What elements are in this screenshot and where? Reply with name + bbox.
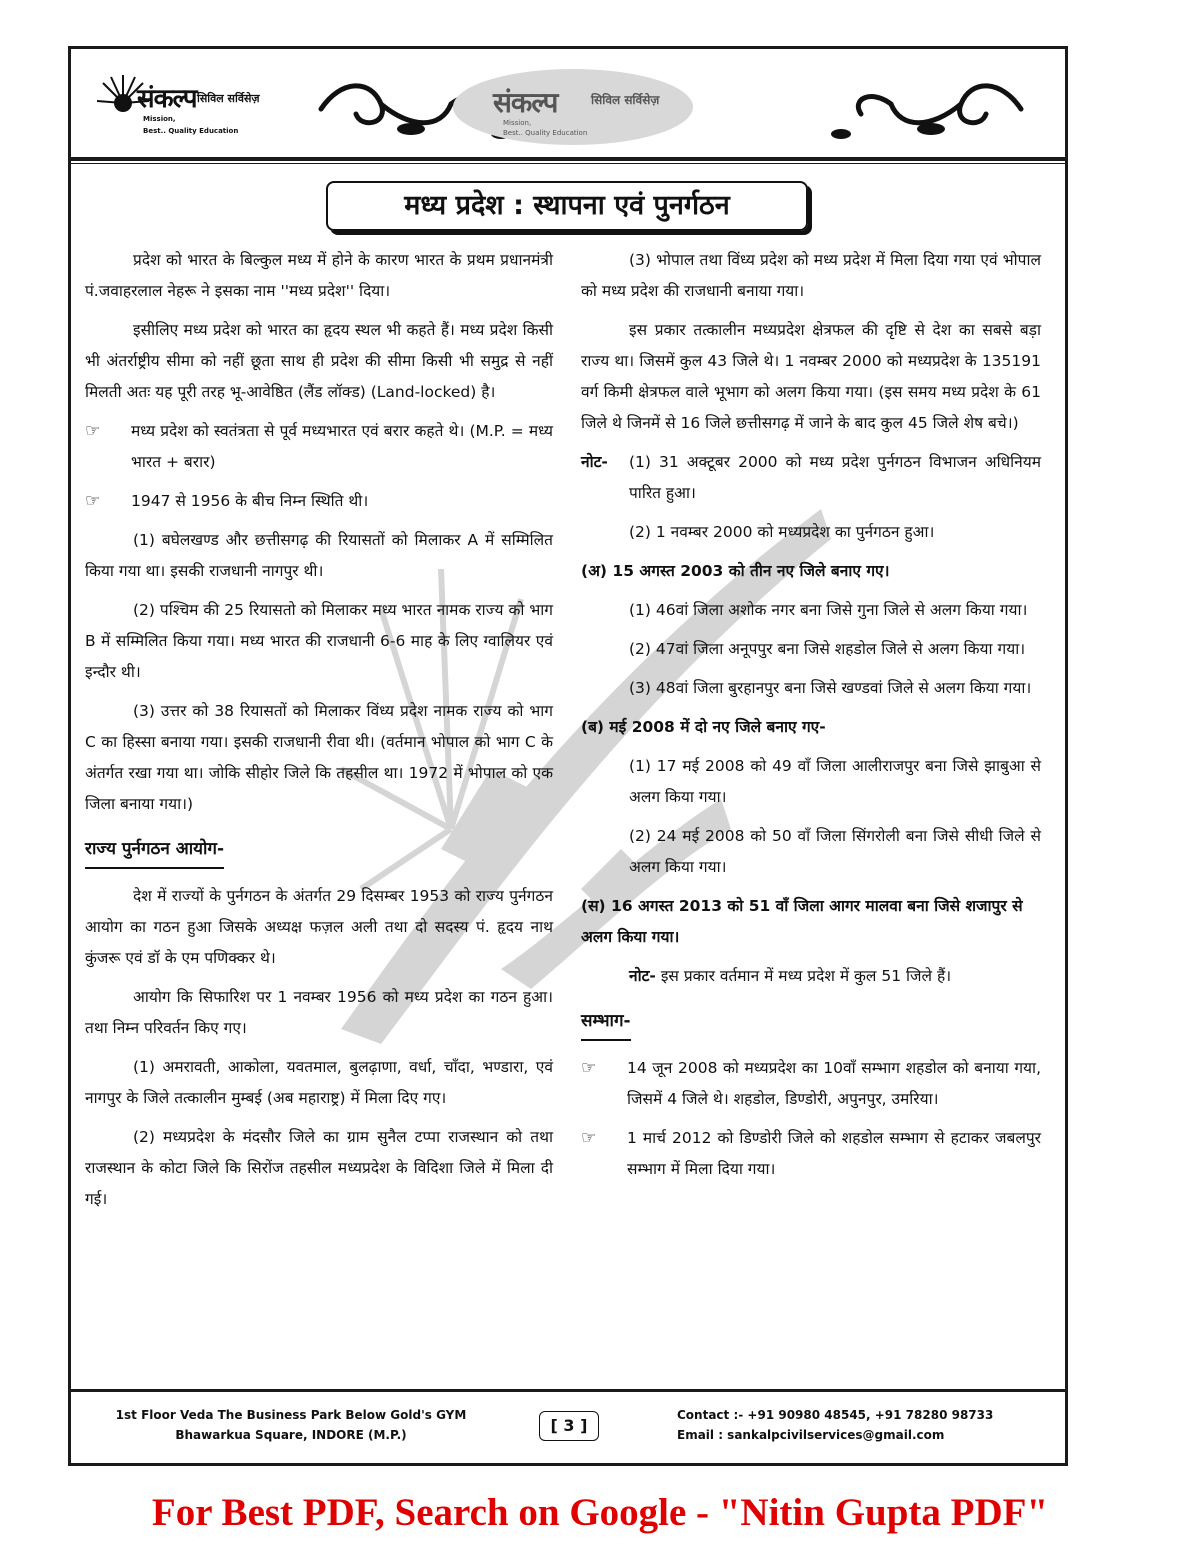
section-heading-divisions: सम्भाग- bbox=[581, 1006, 631, 1041]
section-b-heading: (ब) मई 2008 में दो नए जिले बनाए गए- bbox=[581, 718, 826, 736]
note-2 bbox=[581, 961, 1041, 992]
header-logo-center bbox=[453, 69, 693, 149]
footer-contact bbox=[677, 1405, 1057, 1445]
left-para-4: (2) पश्चिम की 25 रियासतो को मिलाकर मध्य भारत नामक राज्य को भाग B में सम्मिलित किया गया। मध्य भारत की राजधानी 6-6 माह के लिए ग्वालियर एवं इन्दौर थी। bbox=[85, 601, 553, 681]
pointing-hand-icon: ☞ bbox=[581, 1128, 597, 1148]
note-1-text: (1) 31 अक्टूबर 2000 को मध्य प्रदेश पुर्नगठन विभाजन अधिनियम पारित हुआ। bbox=[629, 453, 1041, 502]
left-para-2: इसीलिए मध्य प्रदेश को भारत का हृदय स्थल भी कहते हैं। मध्य प्रदेश किसी भी अंतर्राष्ट्रीय सीमा को नहीं छूता साथ ही प्रदेश की सीमा किसी भी समुद्र से नहीं मिलती अतः यह पूरी तरह भू-आवेष्ठित (लैंड लॉक्ड) (Land-locked) है। bbox=[85, 321, 553, 401]
section-b-item-2: (2) 24 मई 2008 को 50 वाँ जिला सिंगरोली बना जिसे सीधी जिले से अलग किया गया। bbox=[629, 827, 1041, 876]
left-para-5: (3) उत्तर को 38 रियासतों को मिलाकर विंध्य प्रदेश नामक राज्य को भाग C का हिस्सा बनाया गया। इसकी राजधानी रीवा थी। (वर्तमान भोपाल को भाग C के अंतर्गत रखा गया था। जोकि सीहोर जिले कि तहसील था। 1972 में भोपाल को एक जिला बनाया गया।) bbox=[85, 702, 553, 813]
page-number: [ 3 ] bbox=[539, 1411, 599, 1441]
header-rule bbox=[71, 157, 1065, 161]
section-heading-reorganisation: राज्य पुर्नगठन आयोग- bbox=[85, 834, 224, 869]
section-a-item-2: (2) 47वां जिला अनूपपुर बना जिसे शहडोल जिले से अलग किया गया। bbox=[629, 640, 1026, 658]
right-column bbox=[581, 245, 1041, 1193]
left-para-1: प्रदेश को भारत के बिल्कुल मध्य में होने के कारण भारत के प्रथम प्रधानमंत्री पं.जवाहरलाल नेहरू ने इसका नाम ''मध्य प्रदेश'' दिया। bbox=[85, 251, 553, 300]
note-1-label: नोट- bbox=[581, 453, 608, 471]
center-brand-sub: सिविल सर्विसेज़ bbox=[591, 93, 660, 107]
page-frame bbox=[68, 46, 1068, 1466]
section-a-item-3: (3) 48वां जिला बुरहानपुर बना जिसे खण्डवां जिले से अलग किया गया। bbox=[629, 679, 1032, 697]
right-bullet-1 bbox=[581, 1053, 1041, 1115]
right-bullet-2 bbox=[581, 1123, 1041, 1185]
left-para-8: (1) अमरावती, आकोला, यवतमाल, बुलढ़ाणा, वर्धा, चाँदा, भण्डारा, एवं नागपुर के जिले तत्कालीन मुम्बई (अब महाराष्ट्र) में मिला दिए गए। bbox=[85, 1058, 553, 1107]
right-bullet-1-text: 14 जून 2008 को मध्यप्रदेश का 10वाँ सम्भाग शहडोल को बनाया गया, जिसमें 4 जिले थे। शहडोल, डिण्डोरी, अपुनपुर, उमरिया। bbox=[627, 1059, 1041, 1108]
section-b-item-1: (1) 17 मई 2008 को 49 वाँ जिला आलीराजपुर बना जिसे झाबुआ से अलग किया गया। bbox=[629, 757, 1041, 806]
header-tagline-1: Mission, bbox=[143, 115, 176, 123]
footer-contact-email: Email : sankalpcivilservices@gmail.com bbox=[677, 1428, 945, 1442]
left-bullet-2 bbox=[85, 486, 553, 517]
footer-address-line-2: Bhawarkua Square, INDORE (M.P.) bbox=[175, 1428, 407, 1442]
note-2-label: नोट- bbox=[629, 967, 656, 985]
left-para-7: आयोग कि सिफारिश पर 1 नवम्बर 1956 को मध्य प्रदेश का गठन हुआ। तथा निम्न परिवर्तन किए गए। bbox=[85, 988, 553, 1037]
center-tagline-2: Best.. Quality Education bbox=[503, 129, 588, 137]
header-brand: संकल्प bbox=[137, 84, 197, 114]
note-1-sub: (2) 1 नवम्बर 2000 को मध्यप्रदेश का पुर्नगठन हुआ। bbox=[629, 523, 935, 541]
right-para-2: इस प्रकार तत्कालीन मध्यप्रदेश क्षेत्रफल की दृष्टि से देश का सबसे बड़ा राज्य था। जिसमें कुल 43 जिले थे। 1 नवम्बर 2000 को मध्यप्रदेश के 135191 वर्ग किमी क्षेत्रफल वाले भूभाग को अलग किया गया। (इस समय मध्य प्रदेश के 61 जिले थे जिनमें से 16 जिले छत्तीसगढ़ में जाने के बाद कुल 45 जिले शेष बचे।) bbox=[581, 321, 1041, 432]
header-tagline-2: Best.. Quality Education bbox=[143, 127, 239, 135]
pointing-hand-icon: ☞ bbox=[581, 1058, 597, 1078]
right-bullet-2-text: 1 मार्च 2012 को डिण्डोरी जिले को शहडोल सम्भाग से हटाकर जबलपुर सम्भाग में मिला दिया गया। bbox=[627, 1129, 1041, 1178]
section-a-heading: (अ) 15 अगस्त 2003 को तीन नए जिले बनाए गए। bbox=[581, 562, 890, 580]
page-title: मध्य प्रदेश : स्थापना एवं पुनर्गठन bbox=[326, 181, 808, 231]
left-column bbox=[85, 245, 553, 1223]
footer-rule bbox=[71, 1389, 1065, 1392]
left-para-6: देश में राज्यों के पुर्नगठन के अंतर्गत 29 दिसम्बर 1953 को राज्य पुर्नगठन आयोग का गठन हुआ जिसके अध्यक्ष फज़ल अली तथा दो सदस्य पं. हृदय नाथ कुंजरू एवं डॉ के एम पणिक्कर थे। bbox=[85, 887, 553, 967]
left-bullet-1 bbox=[85, 416, 553, 478]
promo-banner: For Best PDF, Search on Google - "Nitin Gupta PDF" bbox=[151, 1491, 1049, 1534]
header-logo-small bbox=[93, 69, 293, 139]
header-rule-thin bbox=[71, 163, 1065, 164]
footer-address-line-1: 1st Floor Veda The Business Park Below Gold's GYM bbox=[115, 1408, 467, 1422]
header-brand-sub: सिविल सर्विसेज़ bbox=[197, 92, 260, 105]
left-para-3: (1) बघेलखण्ड और छत्तीसगढ़ की रियासतों को मिलाकर A में सम्मिलित किया गया था। इसकी राजधानी नागपुर थी। bbox=[85, 531, 553, 580]
section-c-heading: (स) 16 अगस्त 2013 को 51 वाँ जिला आगर मालवा बना जिसे शजापुर से अलग किया गया। bbox=[581, 897, 1023, 946]
section-a-item-1: (1) 46वां जिला अशोक नगर बना जिसे गुना जिले से अलग किया गया। bbox=[629, 601, 1028, 619]
center-brand: संकल्प bbox=[493, 86, 558, 119]
note-1 bbox=[581, 447, 1041, 509]
left-bullet-1-text: मध्य प्रदेश को स्वतंत्रता से पूर्व मध्यभारत एवं बरार कहते थे। (M.P. = मध्य भारत + बरार) bbox=[131, 422, 553, 471]
left-bullet-2-text: 1947 से 1956 के बीच निम्न स्थिति थी। bbox=[131, 492, 369, 510]
footer-contact-phone: Contact :- +91 90980 48545, +91 78280 98733 bbox=[677, 1408, 994, 1422]
left-para-9: (2) मध्यप्रदेश के मंदसौर जिले का ग्राम सुनैल टप्पा राजस्थान को तथा राजस्थान के कोटा जिले कि सिरोंज तहसील मध्यप्रदेश के विदिशा जिले में मिला दी गई। bbox=[85, 1128, 553, 1208]
center-tagline-1: Mission, bbox=[503, 119, 532, 127]
pointing-hand-icon: ☞ bbox=[85, 491, 101, 511]
right-para-1: (3) भोपाल तथा विंध्य प्रदेश को मध्य प्रदेश में मिला दिया गया एवं भोपाल को मध्य प्रदेश की राजधानी बनाया गया। bbox=[581, 251, 1041, 300]
pointing-hand-icon: ☞ bbox=[85, 421, 101, 441]
note-2-text: इस प्रकार वर्तमान में मध्य प्रदेश में कुल 51 जिले हैं। bbox=[660, 967, 952, 985]
footer-address bbox=[101, 1405, 481, 1445]
